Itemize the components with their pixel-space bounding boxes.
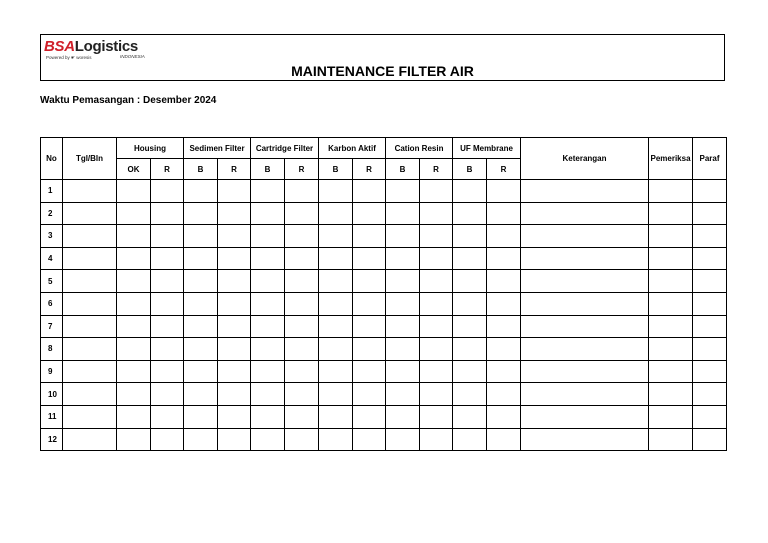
entry-cell[interactable] (151, 247, 184, 270)
entry-cell[interactable] (117, 428, 151, 451)
installation-time-label: Waktu Pemasangan : Desember 2024 (40, 95, 217, 106)
entry-cell[interactable] (649, 315, 693, 338)
entry-cell[interactable] (151, 405, 184, 428)
entry-cell[interactable] (184, 247, 218, 270)
entry-cell[interactable] (151, 180, 184, 203)
entry-cell[interactable] (649, 247, 693, 270)
entry-cell[interactable] (151, 360, 184, 383)
header-group: Housing (117, 138, 184, 159)
entry-cell[interactable] (487, 315, 521, 338)
entry-cell[interactable] (117, 405, 151, 428)
entry-cell[interactable] (319, 180, 353, 203)
entry-cell[interactable] (521, 270, 649, 293)
header-subcolumn: R (487, 159, 521, 180)
entry-cell[interactable] (319, 225, 353, 248)
entry-cell[interactable] (693, 225, 727, 248)
entry-cell[interactable] (151, 315, 184, 338)
entry-cell[interactable] (218, 292, 251, 315)
entry-cell[interactable] (251, 315, 285, 338)
entry-cell[interactable] (319, 247, 353, 270)
entry-cell[interactable] (184, 225, 218, 248)
entry-cell[interactable] (251, 360, 285, 383)
entry-cell[interactable] (521, 225, 649, 248)
entry-cell[interactable] (420, 202, 453, 225)
entry-cell[interactable] (649, 292, 693, 315)
entry-cell[interactable] (453, 292, 487, 315)
entry-cell[interactable] (649, 270, 693, 293)
entry-cell[interactable] (453, 270, 487, 293)
entry-cell[interactable] (420, 383, 453, 406)
company-logo (44, 38, 164, 64)
entry-cell[interactable] (218, 383, 251, 406)
entry-cell[interactable] (353, 202, 386, 225)
row-number: 11 (41, 405, 63, 428)
header-group: Sedimen Filter (184, 138, 251, 159)
entry-cell[interactable] (453, 428, 487, 451)
entry-cell[interactable] (117, 247, 151, 270)
entry-cell[interactable] (251, 180, 285, 203)
entry-cell[interactable] (693, 292, 727, 315)
entry-cell[interactable] (453, 360, 487, 383)
entry-cell[interactable] (693, 202, 727, 225)
entry-cell[interactable] (353, 315, 386, 338)
header-subcolumn: R (218, 159, 251, 180)
entry-cell[interactable] (63, 383, 117, 406)
table-row (41, 405, 727, 428)
entry-cell[interactable] (285, 338, 319, 361)
entry-cell[interactable] (251, 247, 285, 270)
header-pemeriksa: Pemeriksa (649, 138, 693, 180)
entry-cell[interactable] (521, 247, 649, 270)
entry-cell[interactable] (649, 202, 693, 225)
header-group: Cation Resin (386, 138, 453, 159)
table-row (41, 315, 727, 338)
entry-cell[interactable] (420, 428, 453, 451)
header-keterangan: Keterangan (521, 138, 649, 180)
entry-cell[interactable] (453, 202, 487, 225)
entry-cell[interactable] (218, 180, 251, 203)
entry-cell[interactable] (521, 405, 649, 428)
logo-powered-by: Powered by ☛ woresis (46, 55, 92, 60)
entry-cell[interactable] (285, 270, 319, 293)
entry-cell[interactable] (420, 270, 453, 293)
entry-cell[interactable] (184, 315, 218, 338)
entry-cell[interactable] (251, 225, 285, 248)
entry-cell[interactable] (386, 292, 420, 315)
entry-cell[interactable] (420, 360, 453, 383)
entry-cell[interactable] (521, 292, 649, 315)
header-subcolumn: OK (117, 159, 151, 180)
header-group: Karbon Aktif (319, 138, 386, 159)
entry-cell[interactable] (151, 292, 184, 315)
entry-cell[interactable] (218, 270, 251, 293)
entry-cell[interactable] (386, 360, 420, 383)
entry-cell[interactable] (184, 180, 218, 203)
entry-cell[interactable] (521, 315, 649, 338)
entry-cell[interactable] (386, 405, 420, 428)
entry-cell[interactable] (63, 247, 117, 270)
entry-cell[interactable] (649, 405, 693, 428)
entry-cell[interactable] (693, 270, 727, 293)
entry-cell[interactable] (319, 405, 353, 428)
entry-cell[interactable] (285, 180, 319, 203)
header-subcolumn: B (453, 159, 487, 180)
entry-cell[interactable] (117, 202, 151, 225)
entry-cell[interactable] (420, 405, 453, 428)
entry-cell[interactable] (693, 383, 727, 406)
entry-cell[interactable] (184, 270, 218, 293)
entry-cell[interactable] (63, 180, 117, 203)
entry-cell[interactable] (63, 428, 117, 451)
entry-cell[interactable] (63, 338, 117, 361)
row-number: 5 (41, 270, 63, 293)
entry-cell[interactable] (151, 270, 184, 293)
entry-cell[interactable] (285, 292, 319, 315)
row-number: 8 (41, 338, 63, 361)
entry-cell[interactable] (353, 225, 386, 248)
entry-cell[interactable] (353, 428, 386, 451)
entry-cell[interactable] (353, 405, 386, 428)
header-subcolumn: B (319, 159, 353, 180)
entry-cell[interactable] (117, 383, 151, 406)
row-number: 6 (41, 292, 63, 315)
entry-cell[interactable] (693, 180, 727, 203)
document-header (40, 34, 725, 81)
entry-cell[interactable] (251, 292, 285, 315)
entry-cell[interactable] (184, 383, 218, 406)
entry-cell[interactable] (285, 360, 319, 383)
header-no: No (41, 138, 63, 180)
entry-cell[interactable] (218, 247, 251, 270)
entry-cell[interactable] (319, 292, 353, 315)
entry-cell[interactable] (151, 428, 184, 451)
entry-cell[interactable] (218, 338, 251, 361)
entry-cell[interactable] (487, 292, 521, 315)
entry-cell[interactable] (319, 202, 353, 225)
entry-cell[interactable] (117, 225, 151, 248)
entry-cell[interactable] (386, 180, 420, 203)
entry-cell[interactable] (453, 383, 487, 406)
entry-cell[interactable] (151, 338, 184, 361)
entry-cell[interactable] (649, 225, 693, 248)
entry-cell[interactable] (420, 225, 453, 248)
entry-cell[interactable] (184, 405, 218, 428)
maintenance-table (40, 137, 727, 451)
entry-cell[interactable] (487, 338, 521, 361)
entry-cell[interactable] (386, 383, 420, 406)
entry-cell[interactable] (353, 247, 386, 270)
entry-cell[interactable] (693, 315, 727, 338)
row-number: 7 (41, 315, 63, 338)
entry-cell[interactable] (184, 338, 218, 361)
header-subcolumn: R (151, 159, 184, 180)
entry-cell[interactable] (285, 428, 319, 451)
entry-cell[interactable] (487, 247, 521, 270)
entry-cell[interactable] (420, 292, 453, 315)
entry-cell[interactable] (285, 405, 319, 428)
entry-cell[interactable] (151, 225, 184, 248)
header-date: Tgl/Bln (63, 138, 117, 180)
entry-cell[interactable] (184, 360, 218, 383)
entry-cell[interactable] (319, 360, 353, 383)
entry-cell[interactable] (63, 225, 117, 248)
entry-cell[interactable] (319, 428, 353, 451)
entry-cell[interactable] (649, 338, 693, 361)
row-number: 9 (41, 360, 63, 383)
entry-cell[interactable] (453, 247, 487, 270)
entry-cell[interactable] (151, 202, 184, 225)
table-row (41, 225, 727, 248)
entry-cell[interactable] (487, 360, 521, 383)
table-row (41, 383, 727, 406)
entry-cell[interactable] (285, 383, 319, 406)
row-number: 1 (41, 180, 63, 203)
entry-cell[interactable] (63, 202, 117, 225)
entry-cell[interactable] (521, 428, 649, 451)
entry-cell[interactable] (521, 383, 649, 406)
entry-cell[interactable] (117, 270, 151, 293)
header-group: Cartridge Filter (251, 138, 319, 159)
entry-cell[interactable] (453, 405, 487, 428)
entry-cell[interactable] (521, 338, 649, 361)
entry-cell[interactable] (353, 338, 386, 361)
table-row (41, 180, 727, 203)
header-subcolumn: B (251, 159, 285, 180)
entry-cell[interactable] (693, 428, 727, 451)
entry-cell[interactable] (420, 180, 453, 203)
entry-cell[interactable] (521, 180, 649, 203)
entry-cell[interactable] (386, 225, 420, 248)
entry-cell[interactable] (184, 428, 218, 451)
entry-cell[interactable] (151, 383, 184, 406)
table-row (41, 360, 727, 383)
table-row (41, 292, 727, 315)
entry-cell[interactable] (251, 338, 285, 361)
entry-cell[interactable] (218, 360, 251, 383)
row-number: 3 (41, 225, 63, 248)
entry-cell[interactable] (353, 292, 386, 315)
entry-cell[interactable] (117, 180, 151, 203)
table-row (41, 270, 727, 293)
header-subcolumn: B (184, 159, 218, 180)
entry-cell[interactable] (63, 292, 117, 315)
entry-cell[interactable] (218, 202, 251, 225)
entry-cell[interactable] (63, 405, 117, 428)
entry-cell[interactable] (487, 270, 521, 293)
entry-cell[interactable] (521, 360, 649, 383)
entry-cell[interactable] (184, 292, 218, 315)
entry-cell[interactable] (420, 247, 453, 270)
header-paraf: Paraf (693, 138, 727, 180)
table-row (41, 247, 727, 270)
row-number: 10 (41, 383, 63, 406)
row-number: 12 (41, 428, 63, 451)
entry-cell[interactable] (353, 270, 386, 293)
entry-cell[interactable] (285, 315, 319, 338)
entry-cell[interactable] (453, 225, 487, 248)
entry-cell[interactable] (184, 202, 218, 225)
entry-cell[interactable] (353, 180, 386, 203)
entry-cell[interactable] (453, 338, 487, 361)
document-title: MAINTENANCE FILTER AIR (291, 63, 474, 79)
entry-cell[interactable] (487, 202, 521, 225)
logo-country: INDONESIA (120, 54, 145, 59)
entry-cell[interactable] (117, 292, 151, 315)
entry-cell[interactable] (251, 428, 285, 451)
entry-cell[interactable] (649, 180, 693, 203)
entry-cell[interactable] (420, 315, 453, 338)
table-row (41, 428, 727, 451)
entry-cell[interactable] (453, 315, 487, 338)
entry-cell[interactable] (649, 383, 693, 406)
entry-cell[interactable] (386, 247, 420, 270)
header-group: UF Membrane (453, 138, 521, 159)
entry-cell[interactable] (453, 180, 487, 203)
entry-cell[interactable] (285, 247, 319, 270)
entry-cell[interactable] (218, 405, 251, 428)
entry-cell[interactable] (63, 360, 117, 383)
entry-cell[interactable] (319, 383, 353, 406)
entry-cell[interactable] (693, 405, 727, 428)
entry-cell[interactable] (487, 383, 521, 406)
entry-cell[interactable] (117, 338, 151, 361)
header-subcolumn: R (353, 159, 386, 180)
entry-cell[interactable] (319, 270, 353, 293)
entry-cell[interactable] (251, 202, 285, 225)
entry-cell[interactable] (218, 225, 251, 248)
header-subcolumn: B (386, 159, 420, 180)
entry-cell[interactable] (319, 338, 353, 361)
entry-cell[interactable] (353, 383, 386, 406)
row-number: 4 (41, 247, 63, 270)
entry-cell[interactable] (693, 360, 727, 383)
entry-cell[interactable] (63, 315, 117, 338)
entry-cell[interactable] (386, 315, 420, 338)
entry-cell[interactable] (693, 247, 727, 270)
entry-cell[interactable] (285, 225, 319, 248)
entry-cell[interactable] (285, 202, 319, 225)
entry-cell[interactable] (693, 338, 727, 361)
entry-cell[interactable] (487, 225, 521, 248)
entry-cell[interactable] (386, 270, 420, 293)
header-subcolumn: R (420, 159, 453, 180)
entry-cell[interactable] (420, 338, 453, 361)
entry-cell[interactable] (251, 405, 285, 428)
entry-cell[interactable] (251, 270, 285, 293)
entry-cell[interactable] (487, 180, 521, 203)
entry-cell[interactable] (319, 315, 353, 338)
entry-cell[interactable] (218, 428, 251, 451)
entry-cell[interactable] (487, 405, 521, 428)
entry-cell[interactable] (117, 315, 151, 338)
logo-wordmark: BSALogistics (44, 38, 138, 55)
entry-cell[interactable] (251, 383, 285, 406)
entry-cell[interactable] (218, 315, 251, 338)
entry-cell[interactable] (386, 428, 420, 451)
header-subcolumn: R (285, 159, 319, 180)
entry-cell[interactable] (649, 428, 693, 451)
entry-cell[interactable] (386, 202, 420, 225)
entry-cell[interactable] (117, 360, 151, 383)
entry-cell[interactable] (63, 270, 117, 293)
entry-cell[interactable] (521, 202, 649, 225)
entry-cell[interactable] (649, 360, 693, 383)
entry-cell[interactable] (353, 360, 386, 383)
table-row (41, 202, 727, 225)
entry-cell[interactable] (487, 428, 521, 451)
table-row (41, 338, 727, 361)
row-number: 2 (41, 202, 63, 225)
entry-cell[interactable] (386, 338, 420, 361)
